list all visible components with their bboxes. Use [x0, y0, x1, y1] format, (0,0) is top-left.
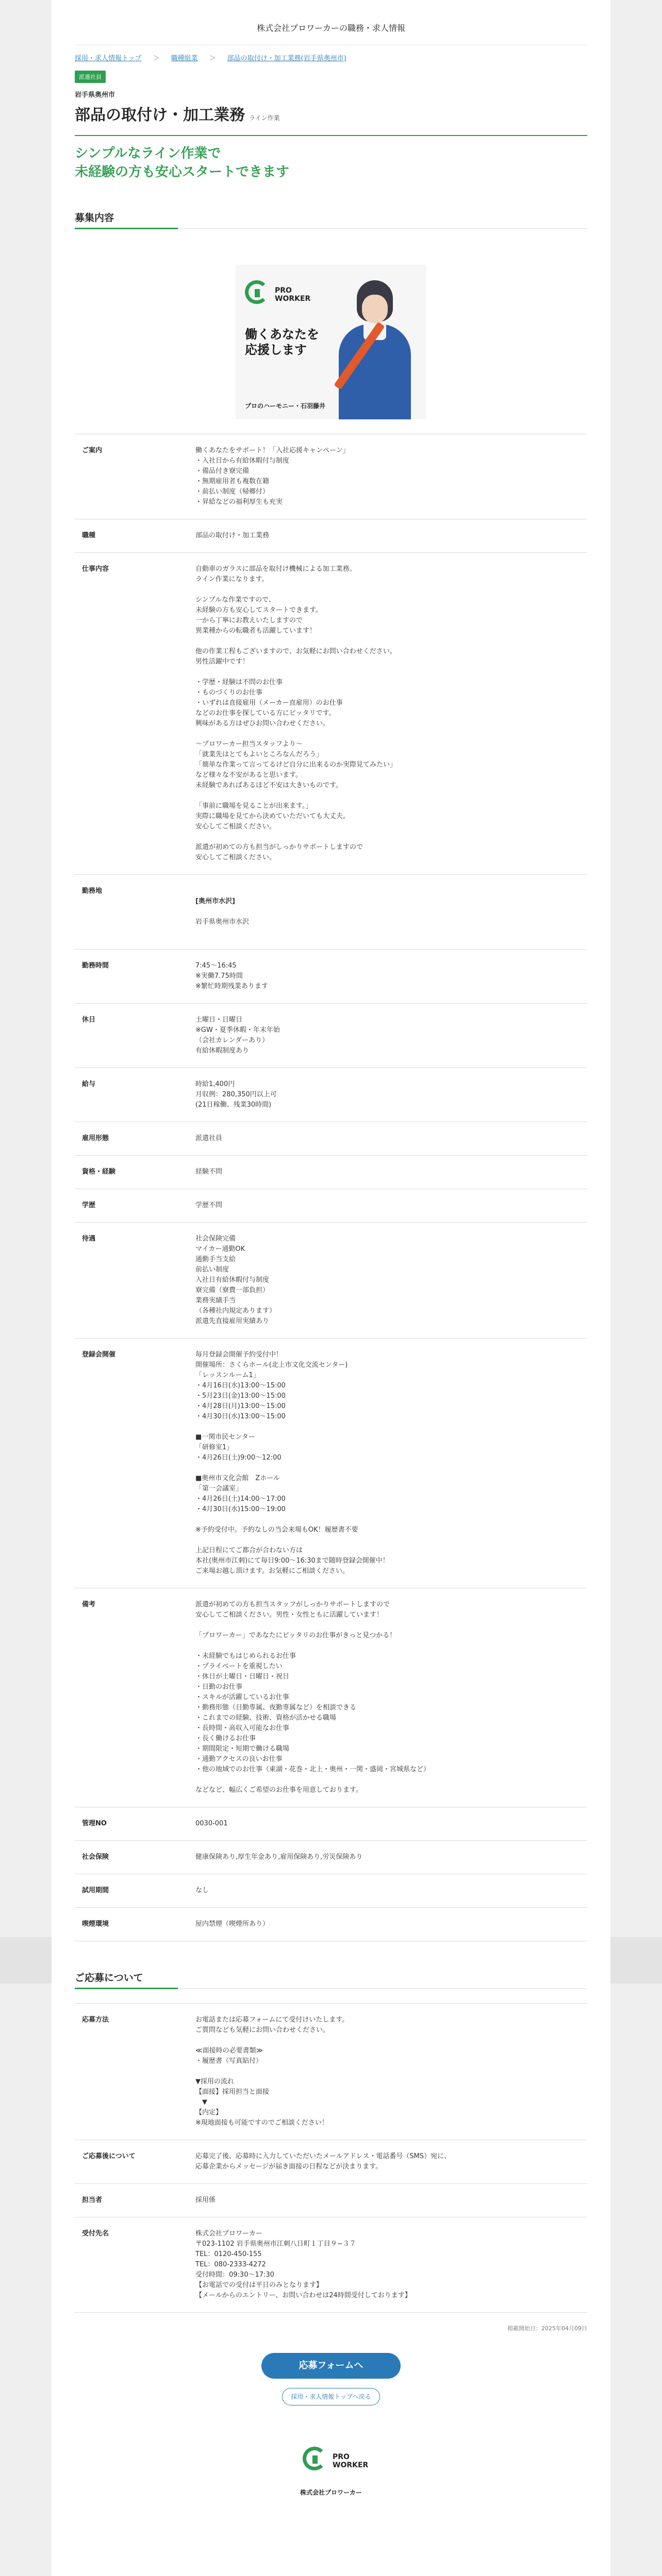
row-value: 派遣が初めての方も担当スタッフがしっかりサポートしますので 安心してご相談ください。男性・女性ともに活躍しています！ 「プロワーカー」であなたにピッタリのお仕事がきっと見つかる！ ・未経験でもはじめられるお仕事 ・プライベートを重視したい ・休日が土曜日・日曜日・祝日 ・日勤のお仕事 ・スキルが活躍しているお仕事 ・勤務形態（日勤専属、夜勤専属など）を相談できる ・これまでの経験、技術、資格が活かせる職場 ・長時間・高収入可能なお仕事 ・長く働けるお仕事 ・期間限定・短期で働ける職場 ・通勤アクセスの良いお仕事 ・他の地域でのお仕事（東湖・花巻・北上・奥州・一関・盛岡・宮城県など） などなど、幅広くご希望のお仕事を用意しております。 — [188, 1588, 587, 1807]
table-row — [75, 1841, 587, 1874]
row-label: 管理NO — [75, 1807, 188, 1841]
row-value: 学歴不問 — [188, 1189, 587, 1223]
section-heading-recruit: 募集内容 — [75, 210, 587, 229]
table-row — [75, 1874, 587, 1908]
row-value: 時給1,400円 月収例：280,350円以上可 (21日稼働、残業30時間) — [188, 1068, 587, 1122]
table-row — [75, 2184, 587, 2217]
row-label: 勤務地 — [75, 875, 188, 950]
row-label: 備考 — [75, 1588, 188, 1807]
worker-illustration — [334, 275, 416, 419]
catchcopy — [75, 135, 587, 181]
breadcrumb-separator: ＞ — [209, 55, 216, 62]
row-value: 屋内禁煙（喫煙所あり） — [188, 1908, 587, 1941]
row-label: 担当者 — [75, 2184, 188, 2217]
table-row — [75, 950, 587, 1004]
back-to-top-button[interactable]: 採用・求人情報トップへ戻る — [282, 2388, 380, 2405]
table-row — [75, 519, 587, 553]
location-area: [奥州市水沢] — [195, 897, 235, 905]
row-label: 喫煙環境 — [75, 1908, 188, 1941]
row-label: 試用期間 — [75, 1874, 188, 1908]
footer-logo-line-1: PRO — [333, 2453, 350, 2461]
table-row — [75, 1588, 587, 1807]
footer-logo-text — [333, 2453, 368, 2469]
hero-copy — [245, 327, 319, 358]
publish-date: 掲載開始日：2025年04月09日 — [507, 2325, 587, 2332]
row-label: 登録会開催 — [75, 1338, 188, 1588]
footer-logo-line-2: WORKER — [333, 2461, 369, 2469]
row-label: 待遇 — [75, 1223, 188, 1338]
section-heading-apply: ご応募について — [75, 1970, 587, 1989]
recruit-table — [75, 434, 587, 1941]
table-row — [75, 553, 587, 875]
job-title-sub: ライン作業 — [249, 114, 280, 122]
logo-mark-icon — [245, 280, 269, 304]
apply-table — [75, 2003, 587, 2313]
row-value: 土曜日・日曜日 ※GW・夏季休暇・年末年始 （会社カレンダーあり） 有給休暇制度あり — [188, 1004, 587, 1068]
row-value: 働くあなたをサポート！「入社応援キャンペーン」 ・入社日から有給休暇付与制度 ・備品付き寮完備 ・無期雇用者も複数在籍 ・前払い制度（帰郷付） ・昇給などの福利厚生も充実 — [188, 434, 587, 519]
row-value: 自動車のガラスに部品を取付け機械による加工業務。 ライン作業になります。 シンプルな作業ですので、 未経験の方も安心してスタートできます。 一から丁寧にお教えいたしますので 異業種からの転職者も活躍しています！ 他の作業工程もございますので、お気軽にお問い合わせください。 男性活躍中です！ ・学歴・経験は不問のお仕事 ・ものづくりのお仕事 ・いずれは直接雇用（メーカー直雇用）のお仕事 などのお仕事を探している方にピッタリです。 興味がある方はぜひお問い合わせください。 〜プロワーカー担当スタッフより〜 「就業先はとてもよいところなんだろう」 「簡単な作業って言ってるけど自分に出来るのか実際見てみたい」 など様々な不安があると思います。 未経験であればあるほど不安は大きいものです。 「事前に職場を見ることが出来ます。」 実際に職場を見てから決めていただいても大丈夫。 安心してご相談ください。 派遣が初めての方も担当がしっかりサポートしますので 安心してご相談ください。 — [188, 553, 587, 875]
row-label: 学歴 — [75, 1189, 188, 1223]
job-title: 部品の取付け・加工業務 — [75, 106, 245, 124]
table-row — [75, 1122, 587, 1156]
hero-image-wrap — [75, 265, 587, 419]
breadcrumb-separator: ＞ — [153, 55, 160, 62]
row-label: 勤務時間 — [75, 950, 188, 1004]
row-value: 応募完了後、応募時に入力していただいたメールアドレス・電話番号（SMS）宛に、 応募企業からメッセージが届き面接の日程などが決まります。 — [188, 2140, 587, 2184]
row-value: 7:45〜16:45 ※実働7.75時間 ※繁忙時期残業あります — [188, 950, 587, 1004]
hero-caption: プロのハーモニー・石羽藤井 — [245, 402, 326, 410]
row-value: 経験不問 — [188, 1156, 587, 1189]
table-row — [75, 1908, 587, 1941]
catchcopy-line-2: 未経験の方も安心スタートできます — [75, 164, 290, 180]
table-row — [75, 1223, 587, 1338]
row-label: 受付先名 — [75, 2217, 188, 2313]
row-value: 健康保険あり,厚生年金あり,雇用保険あり,労災保険あり — [188, 1841, 587, 1874]
job-location: 岩手県奥州市 — [75, 91, 115, 99]
row-label: 職種 — [75, 519, 188, 553]
breadcrumb-category-link[interactable]: 職種組業 — [171, 55, 198, 62]
row-value: なし — [188, 1874, 587, 1908]
row-value: 採用係 — [188, 2184, 587, 2217]
table-row — [75, 875, 587, 950]
logo-mark-icon — [303, 2447, 326, 2470]
row-value-block — [188, 875, 587, 950]
row-value: 毎月登録会開催予約受付中！ 開催場所：さくらホール(北上市文化交流センター) 「レッスンルーム1」 ・4月16日(水)13:00〜15:00 ・5月23日(金)13:00〜15:00 ・4月28日(月)13:00〜15:00 ・4月30日(水)13:00〜15:00 ■一関市民センター 「研修室1」 ・4月26日(土)9:00〜12:00 ■奥州市文化会館 Zホール 「第一会議室」 ・4月26日(土)14:00〜17:00 ・4月30日(水)15:00〜19:00 ※予約受付中。予約なしの当会来場もOK！履歴書不要 上記日程にてご都合が合わない方は 本社(奥州市江刺)にて毎日9:00〜16:30まで随時登録会開催中！ ご来場お越し頂けます。お気軽にご相談ください。 — [188, 1338, 587, 1588]
breadcrumb-current-link[interactable]: 部品の取付け・加工業務(岩手県奥州市) — [227, 55, 346, 62]
logo-text-line-1: PRO — [275, 286, 292, 295]
table-row — [75, 2217, 587, 2313]
catchcopy-line-1: シンプルなライン作業で — [75, 146, 221, 161]
hero-image — [236, 265, 426, 419]
footer-logo — [75, 2447, 587, 2470]
logo-text-line-2: WORKER — [275, 295, 311, 303]
proworker-logo — [245, 280, 311, 304]
row-label: 雇用形態 — [75, 1122, 188, 1156]
breadcrumb — [75, 53, 587, 62]
row-label: 仕事内容 — [75, 553, 188, 875]
row-label: ご案内 — [75, 434, 188, 519]
table-row — [75, 1807, 587, 1841]
table-row — [75, 434, 587, 519]
row-value: 部品の取付け・加工業務 — [188, 519, 587, 553]
row-label: 休日 — [75, 1004, 188, 1068]
table-row — [75, 2140, 587, 2184]
table-row — [75, 1004, 587, 1068]
row-value: 0030-001 — [188, 1807, 587, 1841]
row-value: 社会保険完備 マイカー通勤OK 通勤手当支給 前払い制度 入社日有給休暇付与制度 寮完備（寮費一部負担） 業務実績手当 （各種社内規定あります） 派遣先直接雇用実績あり — [188, 1223, 587, 1338]
location-address: 岩手県奥州市水沢 — [195, 918, 250, 926]
logo-text — [275, 286, 310, 303]
table-row — [75, 1189, 587, 1223]
hero-copy-line-2: 応援します — [245, 343, 307, 357]
row-label: 給与 — [75, 1068, 188, 1122]
row-value: 派遣社員 — [188, 1122, 587, 1156]
site-title: 株式会社プロワーカーの職務・求人情報 — [75, 0, 587, 45]
job-title-row — [75, 102, 587, 125]
row-label: 応募方法 — [75, 2004, 188, 2140]
table-row — [75, 1068, 587, 1122]
table-row — [75, 2004, 587, 2140]
table-row — [75, 1338, 587, 1588]
apply-form-button[interactable]: 応募フォームへ — [261, 2353, 401, 2379]
row-value: お電話または応募フォームにて受付けいたします。 ご質問なども気軽にお問い合わせください。 ≪面接時の必要書類≫ ・履歴書（写真貼付） ▼採用の流れ 【面接】採用担当と面接 ▼ 【内定】 ※現地面接も可能ですのでご相談ください！ — [188, 2004, 587, 2140]
hero-copy-line-1: 働くあなたを — [245, 327, 319, 342]
row-value: 株式会社プロワーカー 〒023-1102 岩手県奥州市江刺八日町１丁目９−３７ TEL：0120-450-155 TEL：080-2333-4272 受付時間：09:30〜17:30 【お電話での受付は平日のみとなります】 【メールからのエントリー、お問い合わせは24時間受付しております】 — [188, 2217, 587, 2313]
row-label: 資格・経験 — [75, 1156, 188, 1189]
main-container — [52, 0, 610, 2576]
breadcrumb-top-link[interactable]: 採用・求人情報トップ — [75, 55, 142, 62]
footer-company-name: 株式会社プロワーカー — [300, 2489, 362, 2496]
row-label: ご応募後について — [75, 2140, 188, 2184]
employment-type-badge: 派遣社員 — [75, 71, 106, 83]
table-row — [75, 1156, 587, 1189]
row-label: 社会保険 — [75, 1841, 188, 1874]
